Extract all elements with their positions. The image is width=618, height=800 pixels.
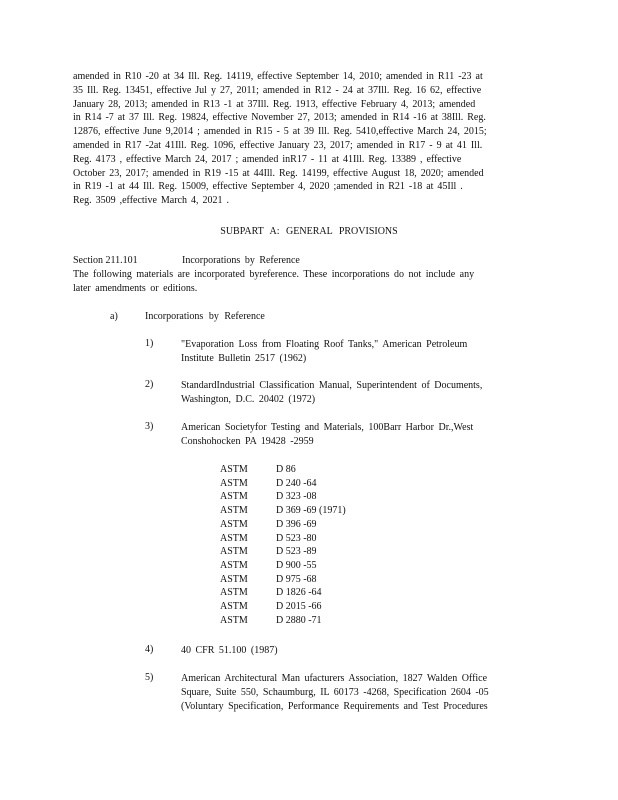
astm-row	[220, 545, 346, 559]
astm-row	[220, 518, 346, 532]
astm-standard: D 900 -55	[276, 559, 317, 571]
astm-row	[220, 586, 346, 600]
item-line: Washington, D.C. 20402 (1972)	[181, 393, 316, 405]
astm-org: ASTM	[220, 587, 248, 599]
history-line: in R14 -7 at 37 Ill. Reg. 19824, effective November 27, 2013; amended in R14 -16 at 38Ill. Reg.	[73, 112, 486, 124]
item-line: Institute Bulletin 2517 (1962)	[181, 352, 307, 364]
amendment-history	[73, 70, 530, 208]
astm-row	[220, 504, 346, 518]
astm-standard: D 323 -08	[276, 491, 317, 503]
astm-org: ASTM	[220, 491, 248, 503]
astm-standard: D 396 -69	[276, 518, 317, 530]
astm-standard: D 523 -89	[276, 546, 317, 558]
astm-standard: D 86	[276, 464, 296, 475]
section-title: Incorporations by Reference	[182, 255, 300, 266]
item-line: (Voluntary Specification, Performance Requirements and Test Procedures	[181, 700, 488, 712]
astm-standard: D 240 -64	[276, 477, 317, 489]
item-line: Conshohocken PA 19428 -2959	[181, 435, 314, 447]
item-line: American Architectural Man ufacturers Association, 1827 Walden Office	[181, 673, 488, 684]
history-line: October 23, 2017; amended in R19 -15 at 44Ill. Reg. 14199, effective August 18, 2020; amended	[73, 167, 484, 179]
item-line: Square, Suite 550, Schaumburg, IL 60173 -4268, Specification 2604 -05	[181, 686, 489, 698]
history-line: January 28, 2013; amended in R13 -1 at 37Ill. Reg. 1913, effective February 4, 2013; amended	[73, 98, 476, 110]
astm-org: ASTM	[220, 614, 248, 626]
item-number: 3)	[145, 421, 154, 432]
item-text	[181, 338, 467, 366]
item-line: StandardIndustrial Classification Manual, Superintendent of Documents,	[181, 380, 483, 391]
astm-standard: D 1826 -64	[276, 587, 322, 599]
astm-row	[220, 573, 346, 587]
astm-row	[220, 463, 346, 477]
astm-row	[220, 490, 346, 504]
history-line: amended in R10 -20 at 34 Ill. Reg. 14119, effective September 14, 2010; amended in R11 -23 at	[73, 71, 483, 82]
item-number: 1)	[145, 338, 154, 349]
subsection-title: Incorporations by Reference	[145, 311, 265, 322]
astm-row	[220, 477, 346, 491]
astm-standard: D 2880 -71	[276, 614, 322, 626]
astm-org: ASTM	[220, 532, 248, 544]
section-header	[73, 255, 300, 266]
astm-org: ASTM	[220, 601, 248, 613]
astm-standard: D 975 -68	[276, 573, 317, 585]
history-line: Reg. 3509 ,effective March 4, 2021 .	[73, 195, 229, 207]
section-body-line: The following materials are incorporated byreference. These incorporations do not include any	[73, 269, 475, 280]
item-text	[181, 379, 482, 407]
astm-standards-list	[220, 463, 346, 627]
astm-row	[220, 600, 346, 614]
item-line: "Evaporation Loss from Floating Roof Tanks," American Petroleum	[181, 339, 468, 350]
subsection-label: a)	[110, 311, 118, 322]
item-number: 5)	[145, 672, 154, 683]
astm-standard: D 523 -80	[276, 532, 317, 544]
item-line: American Societyfor Testing and Materials, 100Barr Harbor Dr.,West	[181, 422, 474, 433]
astm-org: ASTM	[220, 573, 248, 585]
history-line: 35 Ill. Reg. 13451, effective Jul y 27, 2011; amended in R12 - 24 at 37Ill. Reg. 16 62, effective	[73, 84, 482, 96]
section-body-line: later amendments or editions.	[73, 282, 198, 294]
astm-org: ASTM	[220, 559, 248, 571]
subpart-heading: SUBPART A: GENERAL PROVISIONS	[220, 226, 398, 237]
section-number: Section 211.101	[73, 255, 138, 266]
history-line: Reg. 4173 , effective March 24, 2017 ; amended inR17 - 11 at 41Ill. Reg. 13389 , effective	[73, 153, 462, 165]
astm-row	[220, 559, 346, 573]
item-text	[181, 644, 278, 658]
astm-org: ASTM	[220, 518, 248, 530]
astm-standard: D 369 -69 (1971)	[276, 505, 346, 517]
history-line: in R19 -1 at 44 Ill. Reg. 15009, effective September 4, 2020 ;amended in R21 -18 at 45Ill .	[73, 181, 463, 193]
astm-org: ASTM	[220, 546, 248, 558]
astm-row	[220, 614, 346, 628]
section-body	[73, 268, 530, 296]
astm-org: ASTM	[220, 505, 248, 517]
astm-row	[220, 532, 346, 546]
astm-org: ASTM	[220, 477, 248, 489]
item-text	[181, 421, 473, 449]
item-number: 2)	[145, 379, 154, 390]
history-line: 12876, effective June 9,2014 ; amended in R15 - 5 at 39 Ill. Reg. 5410,effective March 24, 2015;	[73, 126, 487, 138]
astm-org: ASTM	[220, 464, 248, 475]
item-line: 40 CFR 51.100 (1987)	[181, 645, 278, 656]
item-text	[181, 672, 489, 713]
history-line: amended in R17 -2at 41Ill. Reg. 1096, effective January 23, 2017; amended in R17 - 9 at 41 Ill.	[73, 139, 483, 151]
astm-standard: D 2015 -66	[276, 601, 322, 613]
item-number: 4)	[145, 644, 154, 655]
